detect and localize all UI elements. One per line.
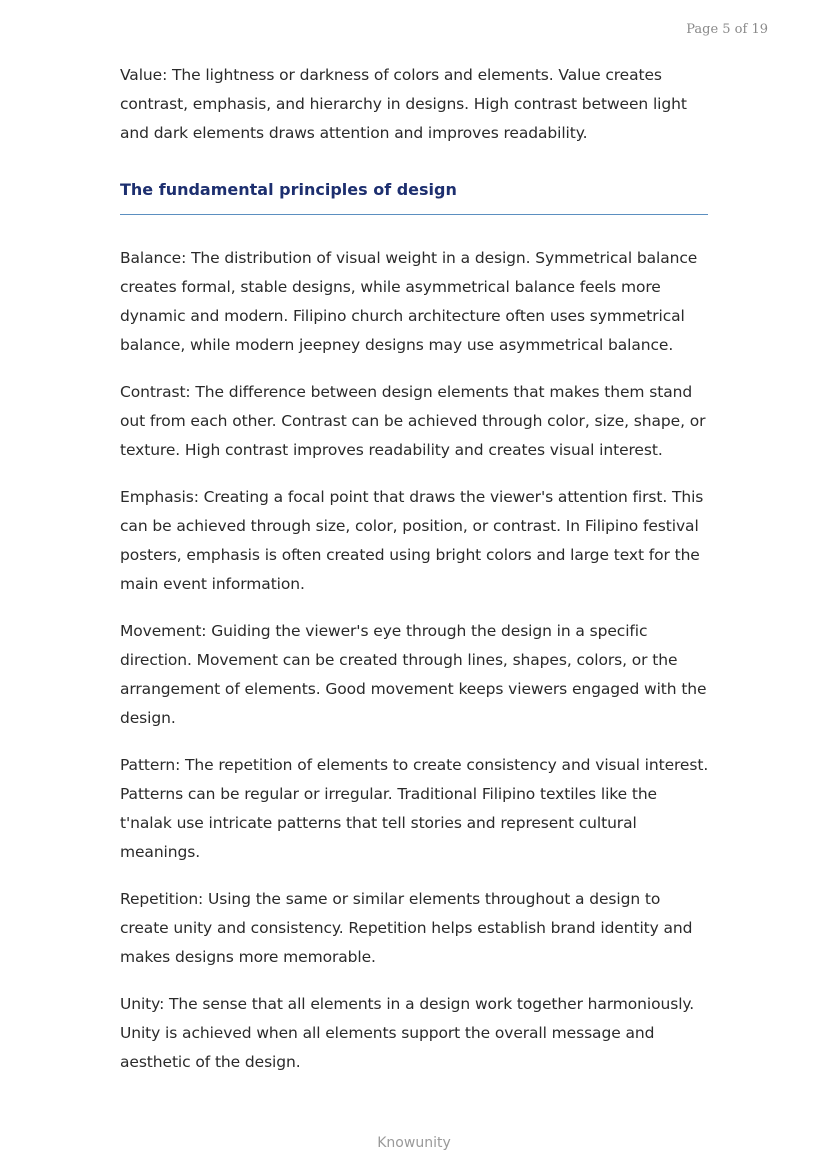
unity-paragraph: Unity: The sense that all elements in a design work together harmoniously. Unity is achieved when all elements support the overall message and aesthetic of the design. bbox=[120, 995, 695, 1071]
pattern-paragraph: Pattern: The repetition of elements to create consistency and visual interest. Patterns can be regular or irregular. Traditional Filipino textiles like the t'nalak use intricate patterns that tell stories and represent cultural meanings. bbox=[120, 756, 709, 861]
balance-paragraph: Balance: The distribution of visual weight in a design. Symmetrical balance creates formal, stable designs, while asymmetrical balance feels more dynamic and modern. Filipino church architecture often uses symmetrical balance, while modern jeepney designs may use asymmetrical balance. bbox=[120, 249, 698, 354]
repetition-paragraph: Repetition: Using the same or similar elements throughout a design to create unity and consistency. Repetition helps establish brand identity and makes designs more memorable. bbox=[120, 890, 693, 966]
footer-brand: Knowunity bbox=[377, 1135, 451, 1151]
movement-paragraph: Movement: Guiding the viewer's eye through the design in a specific direction. Movement can be created through lines, shapes, colors, or the arrangement of elements. Good movement keeps viewers engaged with the design. bbox=[120, 622, 707, 727]
value-paragraph: Value: The lightness or darkness of colors and elements. Value creates contrast, emphasis, and hierarchy in designs. High contrast between light and dark elements draws attention and improves readability. bbox=[120, 66, 687, 142]
document-body bbox=[120, 61, 710, 1095]
section-heading: The fundamental principles of design bbox=[120, 180, 457, 199]
page-number: Page 5 of 19 bbox=[686, 22, 768, 37]
contrast-paragraph: Contrast: The difference between design elements that makes them stand out from each other. Contrast can be achieved through color, size, shape, or texture. High contrast improves readability and creates visual interest. bbox=[120, 383, 706, 459]
section-divider bbox=[120, 214, 708, 215]
emphasis-paragraph: Emphasis: Creating a focal point that draws the viewer's attention first. This can be achieved through size, color, position, or contrast. In Filipino festival posters, emphasis is often created using bright colors and large text for the main event information. bbox=[120, 488, 704, 593]
